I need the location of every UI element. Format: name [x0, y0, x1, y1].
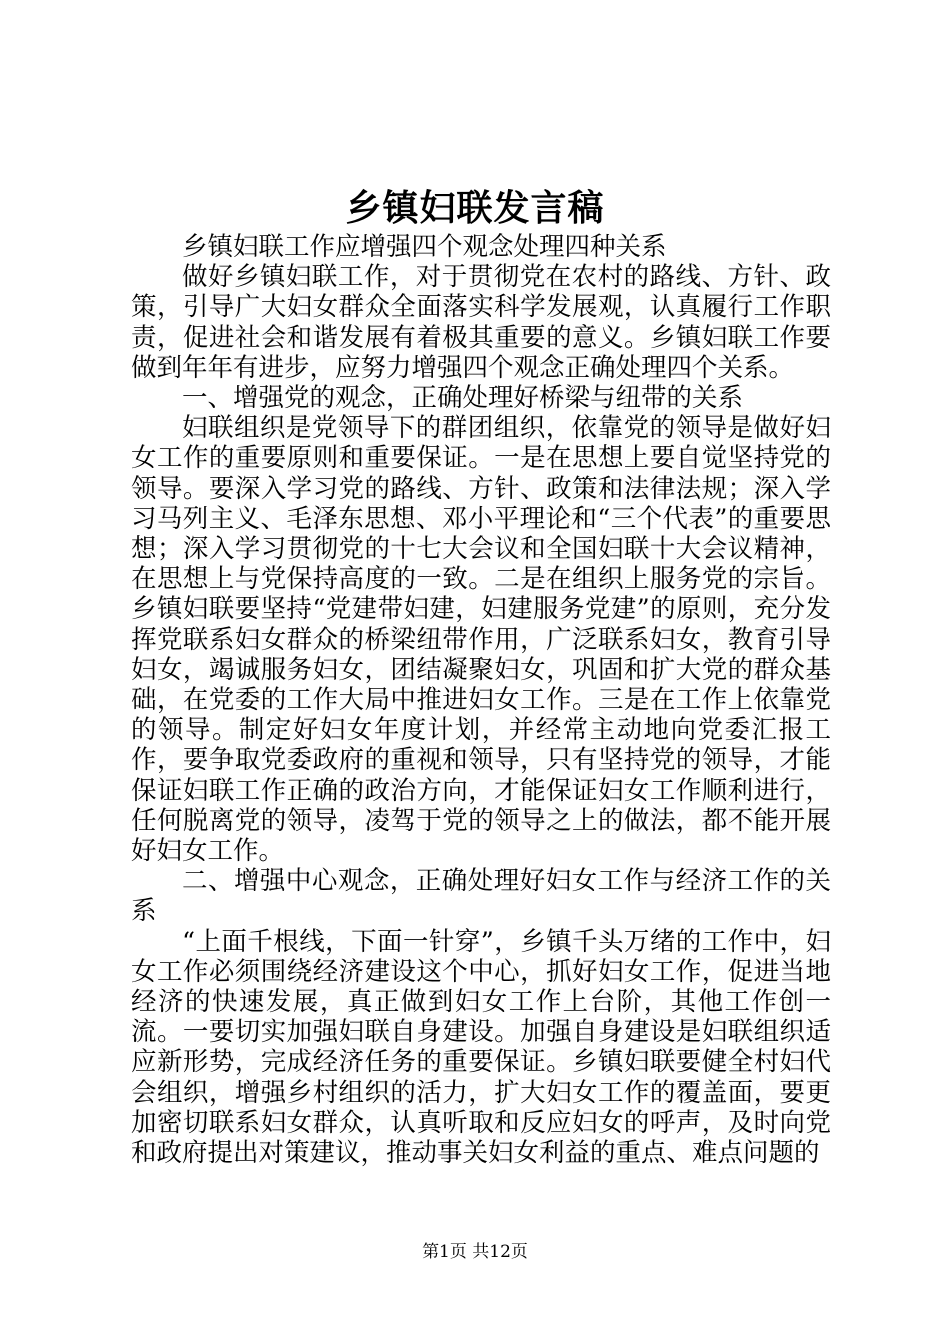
section-heading-1: 一、增强党的观念，正确处理好桥梁与纽带的关系	[182, 383, 744, 414]
section-2-paragraph: “上面千根线，下面一针穿”，乡镇千头万绪的工作中，妇女工作必须围绕经济建设这个中心，抓好妇女工作，促进当地经济的快速发展，真正做到妇女工作上台阶，其他工作创一流。一要切实加强妇联自身建设。加强自身建设是妇联组织适应新形势，完成经济任务的重要保证。乡镇妇联要健全村妇代会组织，增强乡村组织的活力，扩大妇女工作的覆盖面，要更加密切联系妇女群众，认真听取和反应妇女的呼声，及时向党和政府提出对策建议，推动事关妇女利益的重点、难点问题的	[131, 926, 831, 1169]
page-footer: 第1页 共12页	[422, 1242, 528, 1262]
section-1-paragraph: 妇联组织是党领导下的群团组织，依靠党的领导是做好妇女工作的重要原则和重要保证。一是在思想上要自觉坚持党的领导。要深入学习党的路线、方针、政策和法律法规；深入学习马列主义、毛泽东思想、邓小平理论和“三个代表”的重要思想；深入学习贯彻党的十七大会议和全国妇联十大会议精神，在思想上与党保持高度的一致。二是在组织上服务党的宗旨。乡镇妇联要坚持“党建带妇建，妇建服务党建”的原则，充分发挥党联系妇女群众的桥梁纽带作用，广泛联系妇女，教育引导妇女，竭诚服务妇女，团结凝聚妇女，巩固和扩大党的群众基础，在党委的工作大局中推进妇女工作。三是在工作上依靠党的领导。制定好妇女年度计划，并经常主动地向党委汇报工作，要争取党委政府的重视和领导，只有坚持党的领导，才能保证妇联工作正确的政治方向，才能保证妇女工作顺利进行，任何脱离党的领导，凌驾于党的领导之上的做法，都不能开展好妇女工作。	[131, 413, 831, 867]
intro-paragraph: 做好乡镇妇联工作，对于贯彻党在农村的路线、方针、政策，引导广大妇女群众全面落实科学发展观，认真履行工作职责，促进社会和谐发展有着极其重要的意义。乡镇妇联工作要做到年年有进步，应努力增强四个观念正确处理四个关系。	[131, 262, 831, 383]
section-heading-2: 二、增强中心观念，正确处理好妇女工作与经济工作的关系	[131, 866, 831, 927]
document-title: 乡镇妇联发言稿	[345, 187, 605, 229]
subtitle-paragraph: 乡镇妇联工作应增强四个观念处理四种关系	[182, 232, 667, 262]
document-body	[131, 232, 831, 1168]
